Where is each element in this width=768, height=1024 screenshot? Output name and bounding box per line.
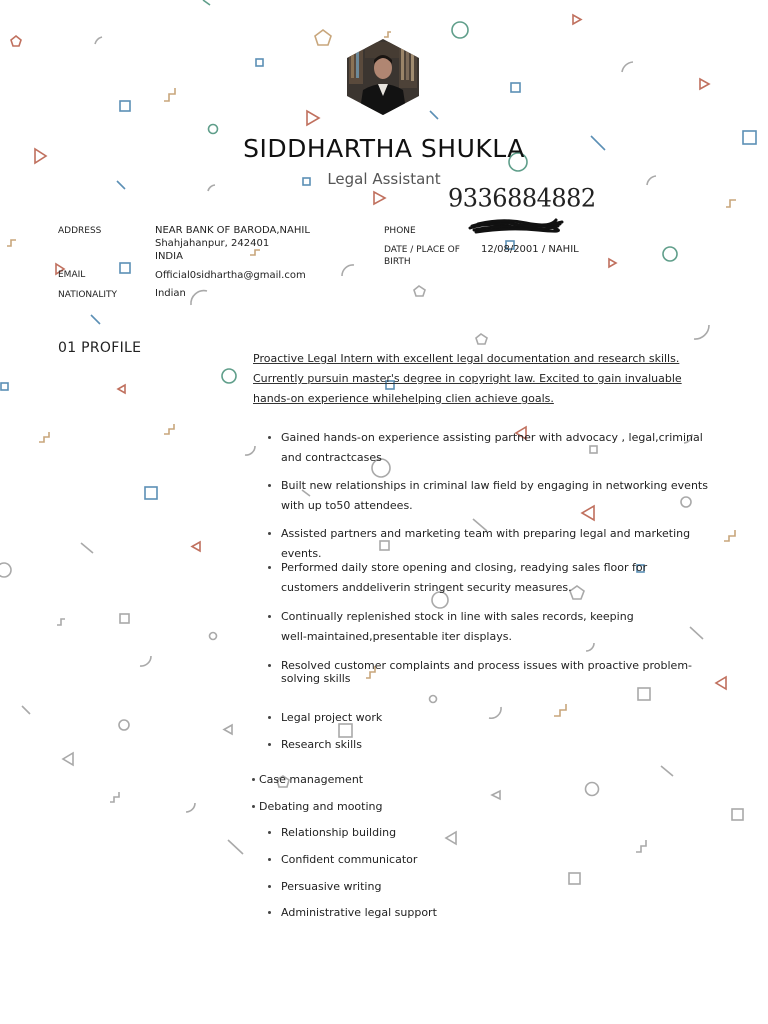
confetti-triangle xyxy=(224,725,232,734)
confetti-triangle xyxy=(700,79,709,89)
skill-text: Relationship building xyxy=(281,826,397,839)
address-line-3: INDIA xyxy=(155,251,183,262)
experience-bullet xyxy=(281,607,661,647)
skill-text: Case management xyxy=(259,773,364,786)
confetti-dash xyxy=(22,706,30,714)
email-label: EMAIL xyxy=(58,270,86,280)
confetti-dash xyxy=(661,766,673,776)
confetti-square xyxy=(256,59,263,66)
confetti-triangle xyxy=(716,677,726,689)
dob-label-line-2: BIRTH xyxy=(384,257,411,267)
confetti-zigzag xyxy=(57,619,65,625)
confetti-pentagon xyxy=(11,36,21,46)
bullet-dot xyxy=(268,566,271,569)
confetti-arc xyxy=(140,656,151,666)
confetti-circle xyxy=(119,720,129,730)
confetti-triangle xyxy=(192,542,200,551)
skill-item xyxy=(281,708,382,728)
address-line-2: Shahjahanpur, 242401 xyxy=(155,238,270,249)
confetti-zigzag xyxy=(110,792,119,802)
confetti-triangle xyxy=(573,15,581,24)
dob-value: 12/08/2001 / NAHIL xyxy=(481,244,579,255)
confetti-circle xyxy=(0,563,11,577)
skill-item xyxy=(281,823,396,843)
skill-text: Confident communicator xyxy=(281,853,418,866)
bullet-text: Performed daily store opening and closing, readying sales floor for customers anddeliverin stringent security measures. xyxy=(281,561,648,594)
confetti-arc xyxy=(694,325,709,339)
skill-item xyxy=(259,770,363,790)
experience-bullet xyxy=(281,428,711,468)
confetti-arc xyxy=(186,803,195,812)
confetti-zigzag xyxy=(724,530,735,541)
skill-text: Persuasive writing xyxy=(281,880,382,893)
candidate-name: SIDDHARTHA SHUKLA xyxy=(243,134,525,163)
handwritten-phone-number: 9336884882 xyxy=(448,183,596,213)
confetti-triangle xyxy=(118,385,125,393)
profile-section-title: 01 PROFILE xyxy=(58,340,142,356)
confetti-circle xyxy=(452,22,468,38)
confetti-circle xyxy=(663,247,677,261)
bullet-dot xyxy=(268,615,271,618)
confetti-zigzag xyxy=(384,32,391,37)
confetti-zigzag xyxy=(636,840,646,852)
confetti-circle xyxy=(210,633,217,640)
confetti-circle xyxy=(222,369,236,383)
bullet-dot xyxy=(268,484,271,487)
confetti-square xyxy=(1,383,8,390)
bullet-dot xyxy=(268,858,271,861)
email-value: Official0sidhartha@gmail.com xyxy=(155,270,306,281)
bullet-dot xyxy=(252,778,255,781)
confetti-arc xyxy=(191,291,207,305)
confetti-dash xyxy=(228,840,243,854)
confetti-dash xyxy=(203,0,210,5)
skill-item xyxy=(281,850,417,870)
confetti-triangle xyxy=(63,753,73,765)
experience-bullet xyxy=(281,659,709,685)
bullet-dot xyxy=(268,911,271,914)
skill-text: Legal project work xyxy=(281,711,383,724)
confetti-triangle xyxy=(446,832,456,844)
bullet-text: Resolved customer complaints and process issues with proactive problem-solving skills xyxy=(281,659,693,685)
confetti-square xyxy=(120,614,129,623)
skill-text: Research skills xyxy=(281,738,362,751)
skill-item xyxy=(281,903,437,923)
confetti-triangle xyxy=(492,791,500,799)
confetti-square xyxy=(638,688,650,700)
confetti-zigzag xyxy=(39,432,49,442)
confetti-circle xyxy=(586,783,599,796)
address-line-1: NEAR BANK OF BARODA,NAHIL xyxy=(155,225,310,236)
experience-bullet xyxy=(281,558,656,598)
confetti-zigzag xyxy=(554,704,566,716)
bullet-text: Assisted partners and marketing team with preparing legal and marketing events. xyxy=(281,527,691,560)
profile-summary: Proactive Legal Intern with excellent legal documentation and research skills. Currently pursuin master's degree in copyright law. Excited to gain invaluable hands-on experience whilehelping clien achieve goals. xyxy=(253,352,682,405)
confetti-pentagon xyxy=(315,30,331,45)
confetti-arc xyxy=(489,707,501,718)
confetti-arc xyxy=(95,37,102,44)
profile-photo xyxy=(345,38,421,116)
confetti-dash xyxy=(430,111,438,119)
address-label: ADDRESS xyxy=(58,226,102,236)
confetti-square xyxy=(569,873,580,884)
skill-item xyxy=(259,797,382,817)
confetti-arc xyxy=(245,446,255,455)
confetti-zigzag xyxy=(164,424,174,434)
skill-text: Debating and mooting xyxy=(259,800,383,813)
confetti-arc xyxy=(622,62,633,72)
confetti-zigzag xyxy=(726,200,736,207)
confetti-square xyxy=(120,263,130,273)
skill-item xyxy=(281,877,381,897)
bullet-dot xyxy=(268,743,271,746)
redaction-scribble xyxy=(468,214,564,236)
confetti-square xyxy=(145,487,157,499)
confetti-triangle xyxy=(609,259,616,267)
confetti-circle xyxy=(209,125,218,134)
confetti-square xyxy=(120,101,130,111)
confetti-arc xyxy=(342,265,354,276)
bullet-dot xyxy=(268,532,271,535)
bullet-dot xyxy=(268,885,271,888)
confetti-square xyxy=(732,809,743,820)
confetti-zigzag xyxy=(164,88,175,101)
bullet-text: Gained hands-on experience assisting partner with advocacy , legal,criminal and contractcases xyxy=(281,431,703,464)
nationality-label: NATIONALITY xyxy=(58,290,117,300)
confetti-dash xyxy=(690,627,703,639)
confetti-triangle xyxy=(374,192,385,204)
confetti-square xyxy=(511,83,520,92)
nationality-value: Indian xyxy=(155,288,186,299)
bullet-text: Built new relationships in criminal law field by engaging in networking events with up to50 attendees. xyxy=(281,479,708,512)
confetti-pentagon xyxy=(414,286,425,296)
dob-label-line-1: DATE / PLACE OF xyxy=(384,245,460,255)
bullet-dot xyxy=(252,805,255,808)
experience-bullet xyxy=(281,476,711,516)
confetti-pentagon xyxy=(476,334,487,344)
job-title: Legal Assistant xyxy=(327,170,441,188)
phone-label: PHONE xyxy=(384,226,416,236)
confetti-circle xyxy=(430,696,437,703)
confetti-dash xyxy=(81,543,93,553)
bullet-dot xyxy=(268,664,271,667)
bullet-dot xyxy=(268,831,271,834)
bullet-dot xyxy=(268,716,271,719)
confetti-dash xyxy=(91,315,100,324)
bullet-text: Continually replenished stock in line with sales records, keeping well-maintained,presentable iter displays. xyxy=(281,610,634,643)
confetti-zigzag xyxy=(250,250,260,255)
bullet-dot xyxy=(268,436,271,439)
confetti-zigzag xyxy=(7,240,16,246)
skill-text: Administrative legal support xyxy=(281,906,437,919)
skill-item xyxy=(281,735,362,755)
confetti-triangle xyxy=(307,111,319,125)
